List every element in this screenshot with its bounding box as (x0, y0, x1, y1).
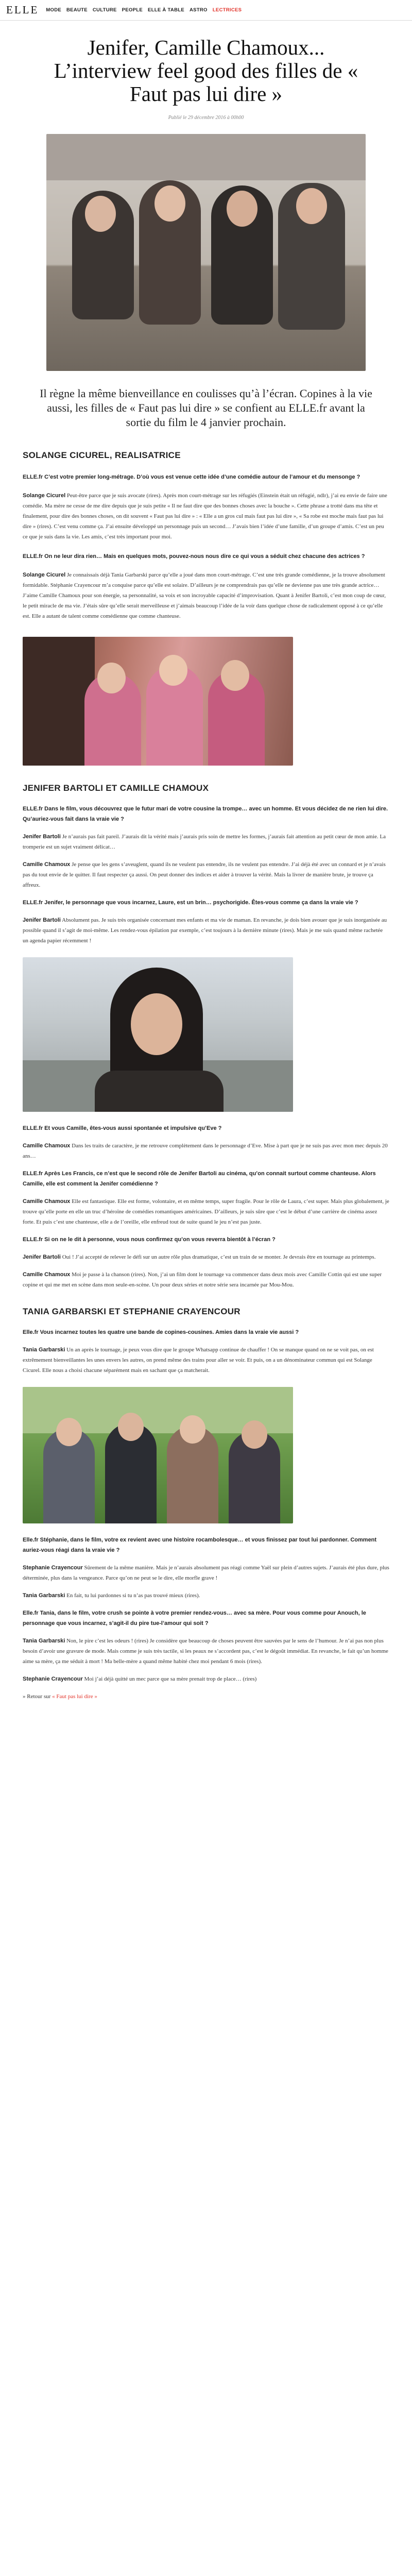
speaker-name: Camille Chamoux (23, 1272, 71, 1278)
question: ELLE.fr Jenifer, le personnage que vous incarnez, Laure, est un brin… psychorigide. Êtes-vous comme ça dans la vraie vie ? (23, 900, 358, 906)
publication-date: Publié le 29 décembre 2016 à 00h00 (168, 115, 244, 121)
answer (23, 1252, 389, 1262)
answer-text: Je pense que les gens s’aveuglent, quand ils ne veulent pas entendre, ils ne veulent pas entendre. J’ai déjà été avec un connard et je n’avais pas du tout envie de le quitter. Il faut respecter ça aussi. On peut donner des indices et aider à trouver la vérité. Mais la livrer de manière brute, je trouve ça affreux. (23, 861, 386, 888)
answer (23, 570, 389, 621)
nav-item-mode[interactable]: MODE (46, 7, 62, 13)
article-hero-photo (46, 134, 366, 371)
answer (23, 1141, 389, 1161)
answer-text: Un an après le tournage, je peux vous dire que le groupe Whatsapp continue de chauffer ! On se manque quand on ne se voit pas, on est extrêmement bienveillantes les unes envers les autres, on prend même des trains pour aller se voir. Et puis, on a un dénominateur commun qui est Solange Cicurel. Elle nous a choisi chacune séparément mais en sachant que ça matcherait. (23, 1347, 374, 1374)
answer-text: Dans les traits de caractère, je me retrouve complètement dans le personnage d’Eve. Mise à part que je ne suis pas avec mon mec depuis 20 ans… (23, 1143, 388, 1159)
section-title-tania-stephanie: TANIA GARBARSKI ET STEPHANIE CRAYENCOUR (23, 1307, 241, 1316)
nav-item-astro[interactable]: ASTRO (189, 7, 208, 13)
speaker-name: Camille Chamoux (23, 1198, 71, 1205)
question: ELLE.fr Et vous Camille, êtes-vous aussi spontanée et impulsive qu’Eve ? (23, 1125, 222, 1131)
speaker-name: Jenifer Bartoli (23, 1254, 61, 1260)
speaker-name: Camille Chamoux (23, 861, 71, 868)
jenifer-portrait-photo (23, 957, 293, 1112)
question: ELLE.fr Dans le film, vous découvrez que le futur mari de votre cousine la trompe… avec un homme. Et vous décidez de ne rien lui dire. Qu’auriez-vous fait dans la vraie vie ? (23, 806, 388, 822)
section-title-solange: SOLANGE CICUREL, REALISATRICE (23, 450, 181, 460)
question: Elle.fr Vous incarnez toutes les quatre une bande de copines-cousines. Amies dans la vraie vie aussi ? (23, 1329, 299, 1335)
answer-text: Moi j’ai déjà quitté un mec parce que sa mère prenait trop de place… (rires) (84, 1676, 257, 1682)
answer-text: Elle est fantastique. Elle est forme, volontaire, et en même temps, super fragile. Pour le rôle de Laura, c’est super. Mais plus globalement, je trouve qu’elle porte en elle un truc d’héroïne de comédies romantiques américaines. D’ailleurs, je suis sûre que c’est le début d’une carrière de cinéma assez forte. Et puis c’est une chanteuse, elle a de l’oreille, elle enfreud tout de suite quand le jeu n’est pas juste. (23, 1198, 389, 1225)
nav-item-lectrices[interactable]: LECTRICES (212, 7, 242, 13)
answer-text: Je connaissais déjà Tania Garbarski parce qu’elle a joué dans mon court-métrage. C’est une très grande comédienne, je la trouve absolument formidable. Stéphanie Crayencour m’a conquise parce qu’elle est solaire. D’ailleurs je ne comprendrais pas qu’elle ne devienne pas une très grande actrice… J’aime Camille Chamoux pour son énergie, sa personnalité, sa voix et son incroyable capacité d’improvisation. Quant à Jenifer Bartoli, c’est mon coup de cœur, le petit miracle de ma vie. J’étais sûre qu’elle serait merveilleuse et j’aimais beaucoup l’idée de la voir dans quelque chose de radicalement opposé à ce qu’elle est. Elle a autant de talent comme comédienne que comme chanteuse. (23, 572, 386, 619)
speaker-name: Solange Cicurel (23, 572, 66, 578)
article-title: Jenifer, Camille Chamoux... L’interview feel good des filles de « Faut pas lui dire » (54, 36, 358, 106)
answer (23, 490, 389, 542)
speaker-name: Solange Cicurel (23, 493, 66, 499)
answer-text: Sûrement de la même manière. Mais je n’aurais absolument pas réagi comme Yaël sur plein d’autres sujets. J’aurais été plus dure, plus déterminée, plus dans la vengeance. Parce qu’on ne peut se le dire, elle morfle grave ! (23, 1565, 389, 1581)
elle-logo[interactable]: ELLE (6, 4, 39, 16)
answer-text: Absolument pas. Je suis très organisée concernant mes enfants et ma vie de maman. En revanche, je dois bien avouer que je suis inorganisée au possible quand il s’agit de moi-même. Les rendez-vous épilation par exemple, c’est toujours à la dernière minute (rires). Mais je me suis quand même rachetée un agenda papier récemment ! (23, 917, 387, 944)
answer (23, 1563, 389, 1583)
answer (23, 1196, 389, 1227)
related-article-link[interactable]: « Faut pas lui dire » (52, 1693, 97, 1700)
answer-text: En fait, tu lui pardonnes si tu n’as pas trouvé mieux (rires). (66, 1592, 200, 1599)
answer-text: Je n’aurais pas fait pareil. J’aurais dit la vérité mais j’aurais pris soin de mettre les formes, j’aurais fait attention au petit cœur de mon amie. La tromperie est un sujet vraiment délicat… (23, 834, 386, 850)
question: Elle.fr Stéphanie, dans le film, votre ex revient avec une histoire rocambolesque… et vous finissez par tout lui pardonner. Comment auriez-vous réagi dans la vraie vie ? (23, 1537, 377, 1553)
question: ELLE.fr C’est votre premier long-métrage. D’où vous est venue cette idée d’une comédie autour de l’amour et du mensonge ? (23, 474, 360, 480)
answer (23, 1636, 389, 1667)
answer-text: Moi je passe à la chanson (rires). Non, j’ai un film dont le tournage va commencer dans deux mois avec Camille Cottin qui est une super copine et qui me met en scène dans mon seule-en-scène. Un pour deux séries et notre série sera incarnée par Mou-Mou. (23, 1272, 382, 1288)
answer (23, 1345, 389, 1376)
group-outdoor-photo (23, 1387, 293, 1523)
question: Elle.fr Tania, dans le film, votre crush se pointe à votre premier rendez-vous… avec sa mère. Pour vous comme pour Anouch, le personnage que vous incarnez, s’agit-il du pire tue-l’amour qui soit ? (23, 1610, 366, 1626)
answer-text: Peut-être parce que je suis avocate (rires). Après mon court-métrage sur les réfugiés (Einstein était un réfugié, ndlr), j’ai eu envie de faire une comédie. Ma mère ne cesse de me dire depuis que je suis petite « Il ne faut dire que des bonnes choses avec la bouche ». Cette phrase a trotté dans ma tête et finalement, pour dire des bonnes choses, on dit souvent « Faut pas lui dire » : « Elle a un gros cul mais faut pas lui dire », « Sa robe est moche mais faut pas lui dire » (rires). C’est venu comme ça. J’ai ensuite développé un personnage puis un second… J’avais bien l’idée d’une famille, d’un groupe d’amis. C’est un peu ce que je suis dans la vie. Les amis, c’est très important pour moi. (23, 493, 387, 540)
speaker-name: Camille Chamoux (23, 1143, 71, 1149)
nav-item-beaute[interactable]: BEAUTE (66, 7, 88, 13)
answer (23, 915, 389, 946)
answer (23, 832, 389, 852)
top-navigation (0, 0, 412, 21)
related-link-line (23, 1693, 389, 1700)
speaker-name: Stephanie Crayencour (23, 1676, 83, 1682)
answer-text: Oui ! J’ai accepté de relever le défi sur un autre rôle plus dramatique, c’est un train de se monter. Je devrais être en tournage au printemps. (62, 1254, 376, 1260)
question: ELLE.fr Si on ne le dit à personne, vous nous confirmez qu’on vous reverra bientôt à l’écran ? (23, 1236, 276, 1243)
answer (23, 1590, 389, 1601)
speaker-name: Tania Garbarski (23, 1347, 65, 1353)
nav-item-culture[interactable]: CULTURE (92, 7, 117, 13)
answer-text: Non, le pire c’est les odeurs ! (rires) Je considère que beaucoup de choses peuvent être sauvées par le sens de l’humour. Je n’ai pas non plus besoin d’avoir une gravure de mode. Mais comme je suis très tactile, si les peaux ne s’accordent pas, c’est le dégoût immédiat. En revanche, le fait qu’un homme aime sa mère, ça me séduit à mort ! Ma belle-mère a quand même habité chez moi pendant 6 mois (rires). (23, 1638, 388, 1665)
nav-item-people[interactable]: PEOPLE (122, 7, 143, 13)
film-still-photo (23, 637, 293, 766)
speaker-name: Jenifer Bartoli (23, 834, 61, 840)
nav-item-elle-a-table[interactable]: ELLE À TABLE (148, 7, 184, 13)
answer (23, 859, 389, 890)
answer (23, 1269, 389, 1290)
question: ELLE.fr Après Les Francis, ce n’est que le second rôle de Jenifer Bartoli au cinéma, qu’on connait surtout comme chanteuse. Alors Camille, elle est comment la Jenifer comédienne ? (23, 1171, 376, 1187)
related-link-prefix: » Retour sur (23, 1693, 51, 1700)
answer (23, 1674, 389, 1684)
article-lead: Il règne la même bienveillance en coulisses qu’à l’écran. Copines à la vie aussi, les filles de « Faut pas lui dire » se confient au ELLE.fr avant la sortie du film le 4 janvier prochain. (40, 387, 372, 429)
speaker-name: Jenifer Bartoli (23, 917, 61, 923)
speaker-name: Stephanie Crayencour (23, 1565, 83, 1571)
speaker-name: Tania Garbarski (23, 1592, 65, 1599)
section-title-jenifer-camille: JENIFER BARTOLI ET CAMILLE CHAMOUX (23, 783, 209, 793)
speaker-name: Tania Garbarski (23, 1638, 65, 1644)
question: ELLE.fr On ne leur dira rien… Mais en quelques mots, pouvez-nous nous dire ce qui vous a séduit chez chacune des actrices ? (23, 553, 365, 560)
